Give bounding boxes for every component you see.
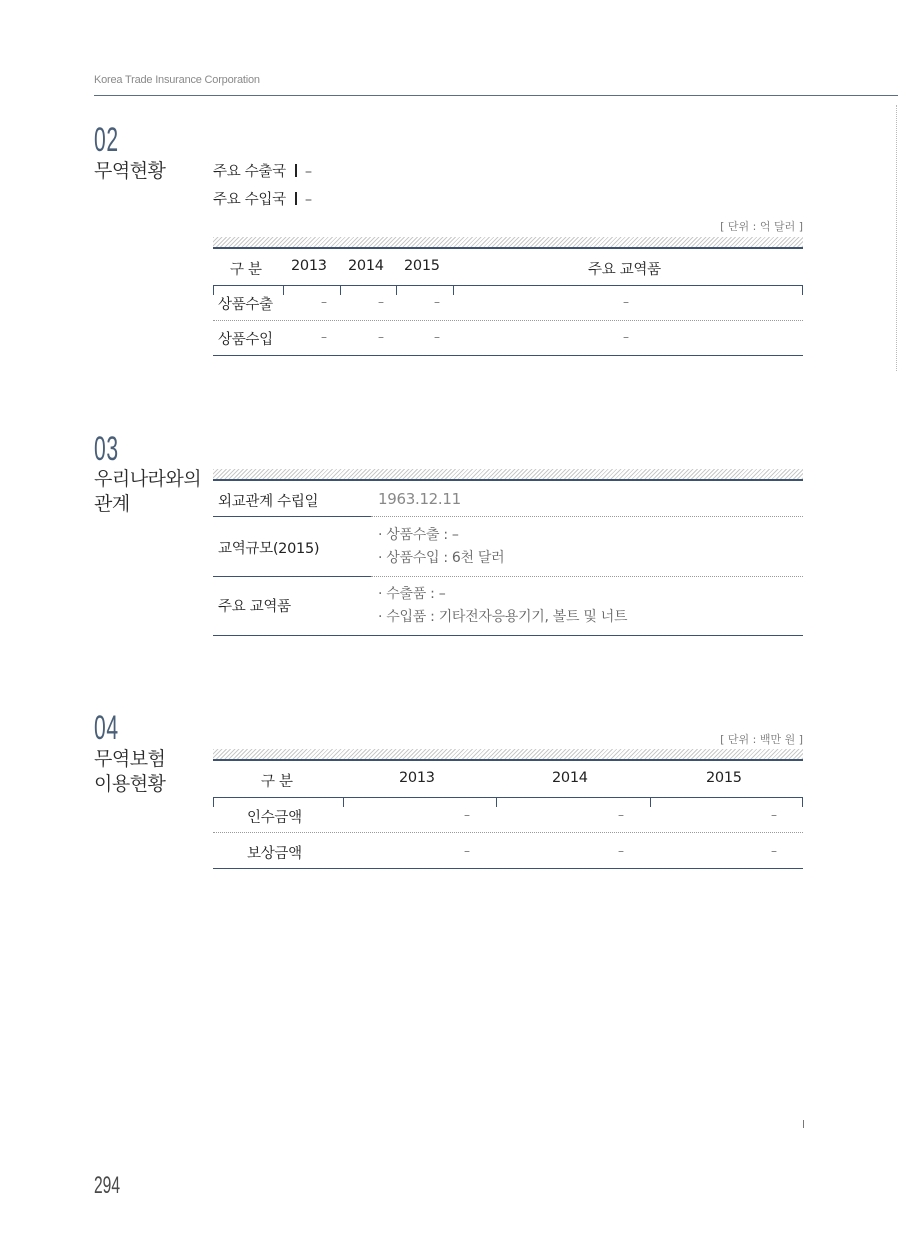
header-rule [94,95,898,96]
column-tick [283,285,284,295]
unit-label-04: [ 단위 : 백만 원 ] [720,733,803,746]
trade-volume-import: · 상품수입 : 6천 달러 [378,550,505,566]
page-number: 294 [94,1172,121,1199]
main-trade-items-label: 주요 교역품 [218,599,291,615]
main-export-countries [213,160,312,181]
table-top-rule [213,759,803,761]
trade-volume-label: 교역규모(2015) [218,541,320,557]
column-tick [396,285,397,295]
column-tick [453,285,454,295]
column-tick [802,285,803,295]
section-title-03-line1: 우리나라와의 [94,468,202,490]
relations-table [213,469,803,639]
section-number-02: 02 [94,121,119,159]
label-rule [213,576,371,577]
export-countries-value: – [304,164,312,180]
section-title-03-line2: 관계 [94,493,130,515]
col-header-2015: 2015 [404,258,440,274]
table-hatch [213,749,803,759]
row-divider [213,320,803,321]
main-import-countries [213,188,312,209]
table-bottom-rule [213,635,803,636]
col-header-2015: 2015 [706,770,742,786]
section-number-04: 04 [94,709,119,747]
table-top-rule [213,479,803,481]
col-header-2013: 2013 [399,770,435,786]
column-tick [496,797,497,807]
trade-table [213,237,803,357]
underwriting-2013: – [464,808,470,822]
export-2013: – [321,295,327,309]
diplomatic-relations-label: 외교관계 수립일 [218,494,319,510]
compensation-2013: – [464,844,470,858]
col-header-category: 구 분 [261,774,293,790]
table-top-rule [213,247,803,249]
table-bottom-rule [213,868,803,869]
col-header-2014: 2014 [552,770,588,786]
export-items: – [623,295,629,309]
footer-tick [803,1120,804,1128]
column-tick [213,797,214,807]
export-items-line: · 수출품 : – [378,586,446,602]
import-items-line: · 수입품 : 기타전자응용기기, 볼트 및 너트 [378,609,628,625]
import-2014: – [378,330,384,344]
running-head: Korea Trade Insurance Corporation [94,74,260,86]
header-bottom-rule [213,797,803,798]
import-countries-value: – [304,192,312,208]
column-tick [340,285,341,295]
separator-bar [295,192,297,205]
row-label-export: 상품수출 [218,297,273,313]
column-tick [802,797,803,807]
column-tick [213,285,214,295]
section-title-04-line1: 무역보험 [94,748,166,770]
export-countries-label: 주요 수출국 [213,164,286,180]
table-hatch [213,237,803,247]
row-divider [371,576,803,577]
table-bottom-rule [213,355,803,356]
underwriting-2015: – [771,808,777,822]
insurance-table [213,749,803,871]
export-2015: – [434,295,440,309]
row-label-compensation: 보상금액 [247,846,302,862]
label-rule [213,516,371,517]
section-number-03: 03 [94,430,119,468]
row-divider [213,832,803,833]
col-header-category: 구 분 [230,262,262,278]
row-divider [371,516,803,517]
import-items: – [623,330,629,344]
compensation-2014: – [618,844,624,858]
section-title-04-line2: 이용현황 [94,773,166,795]
col-header-2014: 2014 [348,258,384,274]
header-bottom-rule [213,285,803,286]
row-label-underwriting: 인수금액 [247,810,302,826]
import-2013: – [321,330,327,344]
separator-bar [295,164,297,177]
section-title-02: 무역현황 [94,160,166,182]
column-tick [343,797,344,807]
compensation-2015: – [771,844,777,858]
row-label-import: 상품수입 [218,332,273,348]
column-tick [650,797,651,807]
underwriting-2014: – [618,808,624,822]
diplomatic-relations-value: 1963.12.11 [378,490,461,508]
col-header-main-items: 주요 교역품 [588,262,661,278]
export-2014: – [378,295,384,309]
unit-label-02: [ 단위 : 억 달러 ] [720,220,803,233]
trade-volume-export: · 상품수출 : – [378,527,459,543]
table-hatch [213,469,803,479]
import-countries-label: 주요 수입국 [213,192,286,208]
import-2015: – [434,330,440,344]
col-header-2013: 2013 [291,258,327,274]
